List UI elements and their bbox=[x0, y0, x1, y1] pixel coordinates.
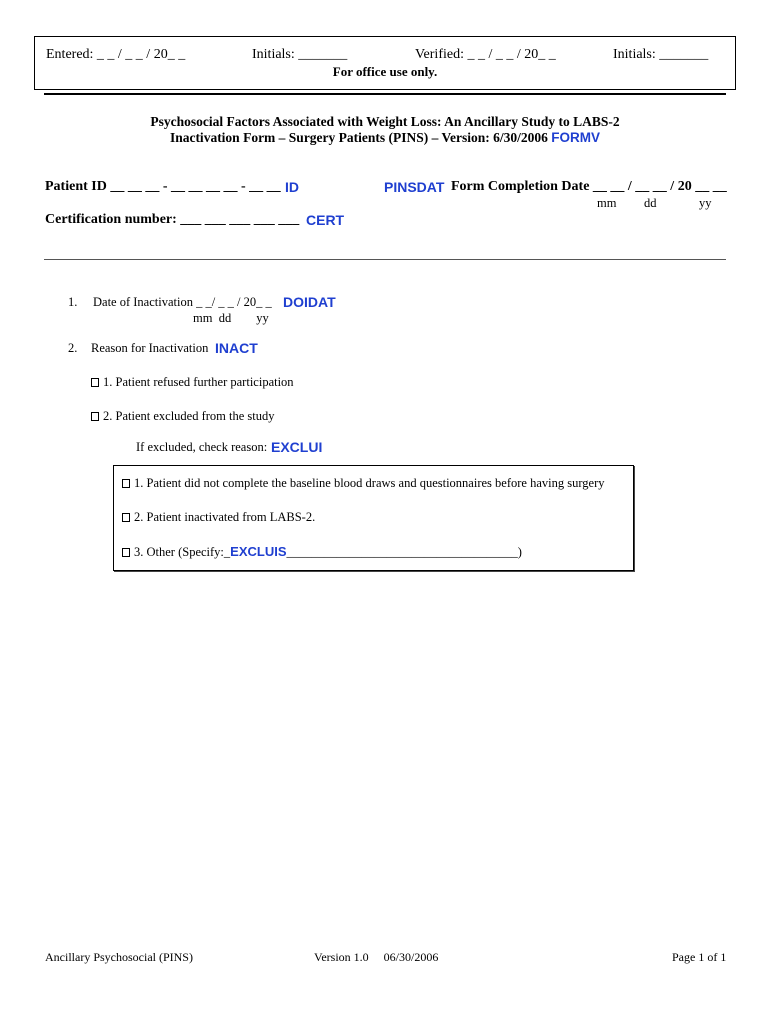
question-1-number: 1. bbox=[68, 295, 78, 309]
footer-page-number: Page 1 of 1 bbox=[672, 950, 727, 964]
checkbox-icon[interactable] bbox=[122, 548, 130, 557]
date-hint-yy: yy bbox=[699, 196, 712, 210]
option-refused-label: 1. Patient refused further participation bbox=[103, 375, 294, 389]
checkbox-icon[interactable] bbox=[91, 412, 99, 421]
office-use-box bbox=[34, 36, 736, 90]
option-excluded[interactable] bbox=[91, 409, 275, 424]
date-hint-dd: dd bbox=[644, 196, 657, 210]
certification-code: CERT bbox=[306, 212, 345, 228]
footer-left: Ancillary Psychosocial (PINS) bbox=[45, 950, 193, 964]
reason-other-specify-line[interactable]: _____________________________________) bbox=[286, 545, 522, 559]
form-version-code: FORMV bbox=[551, 130, 601, 145]
patient-id-field: Patient ID __ __ __ - __ __ __ __ - __ __ bbox=[45, 179, 281, 194]
reason-no-baseline[interactable] bbox=[122, 476, 604, 491]
patient-id-code: ID bbox=[285, 179, 299, 195]
office-use-note: For office use only. bbox=[332, 64, 438, 79]
initials-field-2: Initials: _______ bbox=[613, 47, 709, 62]
divider bbox=[44, 93, 726, 95]
reason-inactivated-label: 2. Patient inactivated from LABS-2. bbox=[134, 510, 316, 524]
checkbox-icon[interactable] bbox=[122, 513, 130, 522]
question-1-label: Date of Inactivation _ _/ _ _ / 20_ _ bbox=[93, 295, 272, 309]
divider bbox=[44, 259, 726, 260]
entered-date-field: Entered: _ _ / _ _ / 20_ _ bbox=[46, 47, 186, 62]
date-hint-mm: mm bbox=[597, 196, 617, 210]
reason-other-label: 3. Other (Specify:_ bbox=[134, 545, 231, 559]
question-2-number: 2. bbox=[68, 341, 78, 355]
form-subtitle bbox=[0, 130, 770, 146]
reason-other[interactable] bbox=[122, 544, 522, 560]
reason-inactivated[interactable] bbox=[122, 510, 315, 525]
verified-date-field: Verified: _ _ / _ _ / 20_ _ bbox=[415, 47, 556, 62]
footer-version: Version 1.0 06/30/2006 bbox=[314, 950, 439, 964]
form-subtitle-text: Inactivation Form – Surgery Patients (PINS) – Version: 6/30/2006 bbox=[169, 130, 548, 145]
question-2-code: INACT bbox=[215, 340, 258, 356]
reason-no-baseline-label: 1. Patient did not complete the baseline blood draws and questionnaires before having surgery bbox=[134, 476, 605, 490]
checkbox-icon[interactable] bbox=[91, 378, 99, 387]
option-refused[interactable] bbox=[91, 375, 294, 390]
reason-other-code: EXCLUIS bbox=[230, 544, 287, 559]
question-2-label: Reason for Inactivation bbox=[91, 341, 209, 355]
checkbox-icon[interactable] bbox=[122, 479, 130, 488]
initials-field-1: Initials: _______ bbox=[252, 47, 348, 62]
excluded-reason-code: EXCLUI bbox=[271, 439, 323, 455]
excluded-prompt: If excluded, check reason: bbox=[136, 440, 268, 454]
completion-date-field: Form Completion Date __ __ / __ __ / 20 __ __ bbox=[451, 179, 727, 194]
form-title: Psychosocial Factors Associated with Weight Loss: An Ancillary Study to LABS-2 bbox=[150, 114, 620, 129]
question-1-date-hint: mm dd yy bbox=[193, 311, 269, 325]
question-1-code: DOIDAT bbox=[283, 294, 336, 310]
option-excluded-label: 2. Patient excluded from the study bbox=[103, 409, 275, 423]
completion-date-code: PINSDAT bbox=[384, 179, 445, 195]
certification-field: Certification number: ___ ___ ___ ___ ___ bbox=[45, 212, 300, 227]
